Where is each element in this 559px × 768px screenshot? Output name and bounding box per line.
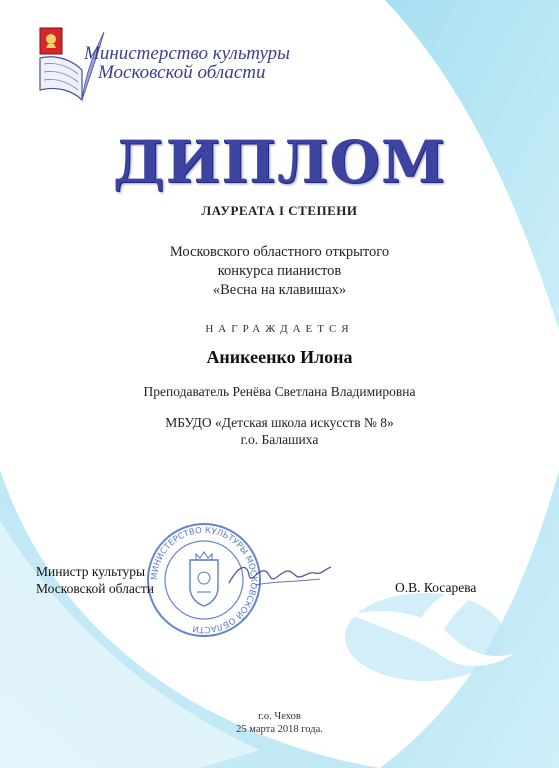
stamp-text: МИНИСТЕРСТВО КУЛЬТУРЫ МОСКОВСКОЙ ОБЛАСТИ [149,525,259,635]
contest-name [0,243,559,300]
school-city: г.о. Балашиха [240,432,319,447]
handwritten-signature [225,555,335,595]
school-name: МБУДО «Детская школа искусств № 8» [165,415,394,430]
footer-date: 25 марта 2018 года. [236,724,323,735]
contest-line-2: конкурса пианистов [217,263,342,279]
school-info [0,414,559,448]
signer-title [36,563,154,597]
diploma-title: ДИПЛОМ [112,128,447,196]
ministry-name-line1: Министерство культуры [84,43,291,64]
signer-name: О.В. Косарева [395,580,477,595]
signer-title-line1: Министр культуры [36,564,146,579]
footer-city: г.о. Чехов [258,711,301,722]
ministry-name-line2: Московской области [98,62,266,83]
contest-line-1: Московского областного открытого [169,244,390,260]
recipient-name: Аникеенко Илона [206,347,353,367]
footer [0,710,559,736]
signer-title-line2: Московской области [36,581,155,596]
ministry-name [84,44,290,82]
contest-line-3: «Весна на клавишах» [212,282,347,298]
teacher-line: Преподаватель Ренёва Светлана Владимировна [143,384,416,399]
awarded-label: НАГРАЖДАЕТСЯ [205,323,354,335]
diploma-degree: ЛАУРЕАТА I СТЕПЕНИ [201,203,358,218]
